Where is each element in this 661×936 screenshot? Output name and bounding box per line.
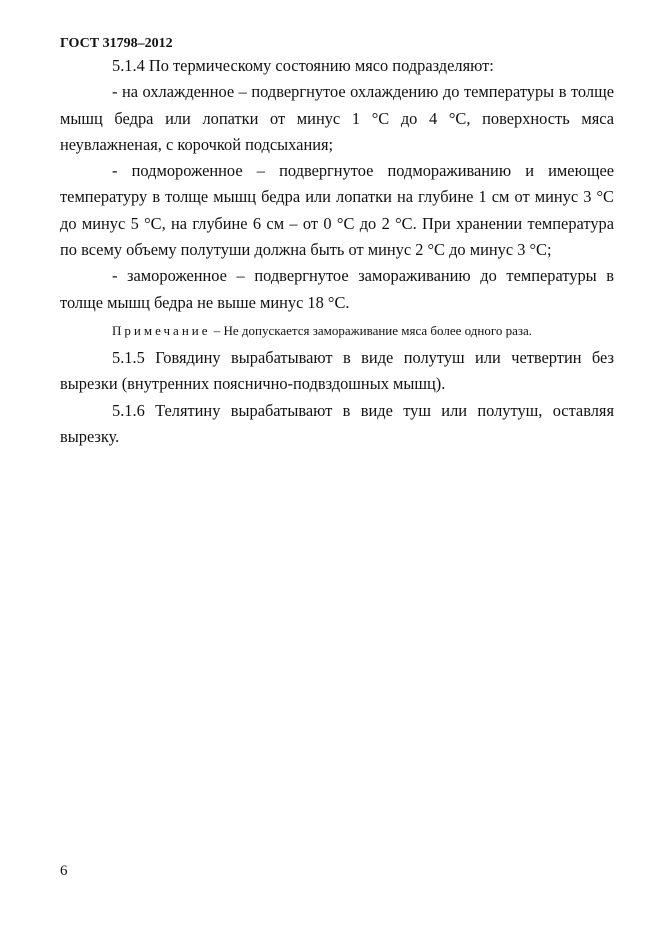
- note: [60, 320, 614, 341]
- paragraph-frozen: - замороженное – подвергнутое замораживанию до температуры в толще мышц бедра не выше минус 18 °С.: [60, 266, 614, 312]
- note-label: Примечание: [112, 322, 211, 338]
- paragraph-semifrozen: - подмороженное – подвергнутое подмораживанию и имеющее температуру в толще мышц бедра или лопатки на глубине 1 см от минус 3 °С до минус 5 °С, на глубине 6 см – от 0 °С до 2 °С. При хранении температура по всему объему полутуши должна быть от минус 2 °С до минус 3 °С;: [60, 161, 614, 260]
- paragraph-5-1-4: 5.1.4 По термическому состоянию мясо подразделяют:: [112, 56, 494, 75]
- document-body: [60, 53, 614, 450]
- paragraph-chilled: - на охлажденное – подвергнутое охлаждению до температуры в толще мышц бедра или лопатки от минус 1 °С до 4 °С, поверхность мяса неувлажненая, с корочкой подсыхания;: [60, 82, 614, 154]
- page-number: 6: [60, 863, 68, 879]
- paragraph-5-1-5: 5.1.5 Говядину вырабатывают в виде полутуш или четвертин без вырезки (внутренних пояснично-подвздошных мышц).: [60, 347, 614, 394]
- paragraph-5-1-6: 5.1.6 Телятину вырабатывают в виде туш или полутуш, оставляя вырезку.: [60, 400, 614, 446]
- note-text: – Не допускается замораживание мяса более одного раза.: [210, 322, 533, 338]
- document-header: ГОСТ 31798–2012: [60, 36, 173, 51]
